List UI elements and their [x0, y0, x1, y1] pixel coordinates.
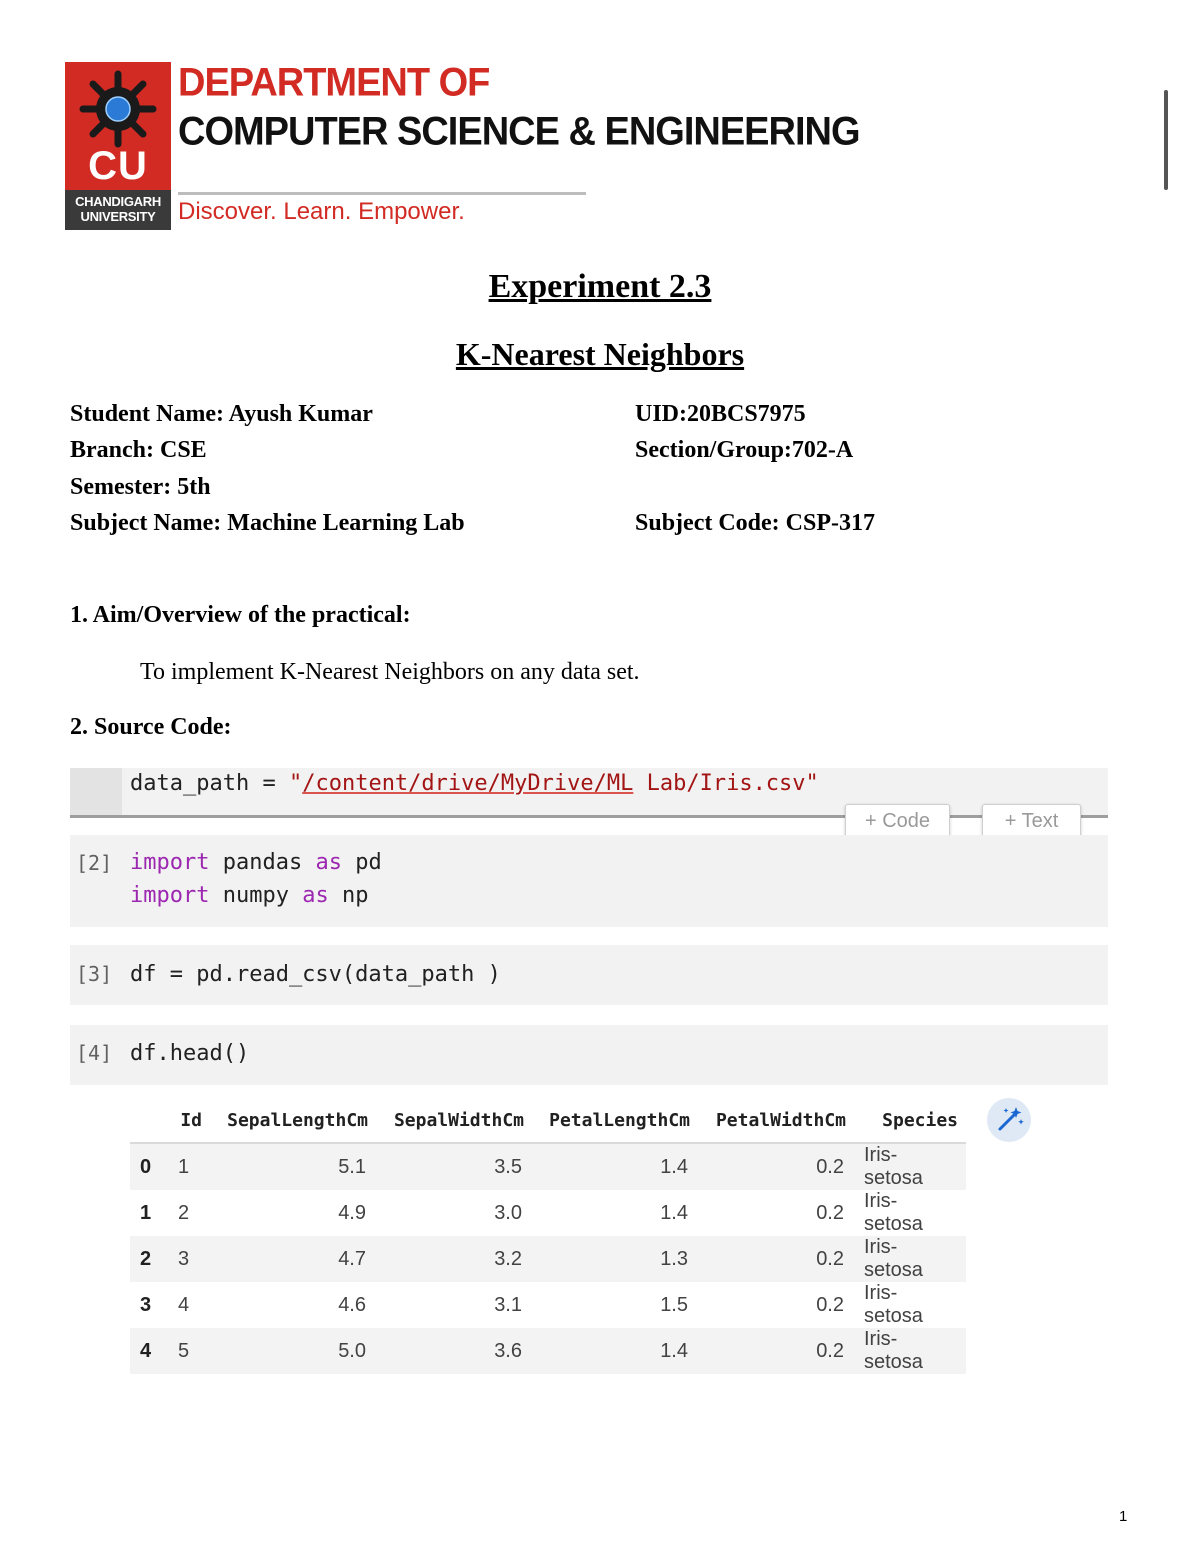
cell-3-exec-count: [3]	[76, 962, 113, 986]
cell-2-line-2[interactable]	[130, 883, 368, 908]
aim-text: To implement K-Nearest Neighbors on any data set.	[140, 659, 640, 685]
column-header-sepal-width: SepalWidthCm	[376, 1098, 532, 1143]
cell-id: 3	[168, 1236, 210, 1282]
logo-university-text: CHANDIGARH UNIVERSITY	[75, 194, 161, 224]
code-variable: data_path	[130, 771, 250, 796]
cell-sepal-width: 3.2	[376, 1236, 532, 1282]
page-number: 1	[1119, 1508, 1128, 1525]
student-branch: Branch: CSE	[70, 437, 207, 463]
row-index: 4	[130, 1328, 168, 1374]
cell-run-gutter[interactable]	[70, 768, 122, 816]
cell-sepal-width: 3.5	[376, 1143, 532, 1190]
tagline: Discover. Learn. Empower.	[178, 198, 465, 225]
student-uid: UID:20BCS7975	[635, 401, 806, 427]
row-index: 2	[130, 1236, 168, 1282]
code-alias: np	[328, 883, 369, 908]
code-keyword: import	[130, 883, 210, 908]
aim-heading: 1. Aim/Overview of the practical:	[70, 602, 411, 628]
cell-petal-width: 0.2	[698, 1236, 854, 1282]
code-keyword: as	[302, 883, 329, 908]
table-row	[130, 1190, 966, 1236]
header-divider	[178, 192, 586, 195]
cell-divider	[70, 815, 1108, 818]
cell-sepal-width: 3.1	[494, 1293, 522, 1316]
code-string-quote: "	[288, 771, 303, 796]
code-operator: =	[249, 771, 289, 796]
column-header-id: Id	[168, 1098, 210, 1143]
cell-sepal-length: 4.7	[210, 1236, 376, 1282]
column-header-species: Species	[854, 1098, 966, 1143]
cell-petal-width: 0.2	[816, 1293, 844, 1316]
cell-id: 1	[168, 1143, 210, 1190]
subject-code: Subject Code: CSP-317	[635, 510, 875, 536]
code-alias: pd	[341, 850, 382, 875]
source-code-heading: 2. Source Code:	[70, 714, 232, 740]
cell-species: Iris-setosa	[864, 1190, 923, 1235]
topic-title: K-Nearest Neighbors	[455, 336, 745, 372]
code-cell-2[interactable]	[70, 835, 1108, 927]
column-header-petal-width: PetalWidthCm	[698, 1098, 854, 1143]
cell-4-code[interactable]: df.head()	[130, 1041, 250, 1066]
table-row	[130, 1143, 966, 1190]
dataframe-index-header	[130, 1098, 168, 1143]
cell-2-line-1[interactable]	[130, 850, 382, 875]
cell-sepal-width: 3.0	[494, 1201, 522, 1224]
experiment-title: Experiment 2.3	[488, 268, 712, 305]
logo-university-strip	[65, 190, 171, 230]
column-header-sepal-length: SepalLengthCm	[210, 1098, 376, 1143]
table-row	[130, 1282, 966, 1328]
column-header-petal-length: PetalLengthCm	[532, 1098, 698, 1143]
cell-1-code[interactable]	[130, 771, 819, 796]
cell-sepal-length: 4.9	[338, 1201, 366, 1224]
scrollbar[interactable]	[1164, 90, 1168, 190]
suggest-chart-button[interactable]	[987, 1098, 1031, 1142]
cell-petal-width: 0.2	[698, 1328, 854, 1374]
code-keyword: as	[315, 850, 342, 875]
university-emblem-icon	[77, 68, 159, 150]
code-string-path: /content/drive/MyDrive/ML	[302, 771, 634, 796]
cell-4-exec-count: [4]	[76, 1041, 113, 1065]
cell-id: 4	[178, 1293, 190, 1316]
cell-id: 5	[168, 1328, 210, 1374]
table-row	[130, 1236, 966, 1282]
cell-species: Iris-setosa	[864, 1282, 923, 1327]
cell-petal-width: 0.2	[816, 1201, 844, 1224]
cell-species: Iris-setosa	[854, 1328, 966, 1374]
row-index: 0	[130, 1143, 168, 1190]
code-string-rest: Lab/Iris.csv	[633, 771, 806, 796]
cell-sepal-length: 5.1	[210, 1143, 376, 1190]
logo-cu-text: CU	[88, 144, 148, 188]
code-keyword: import	[130, 850, 210, 875]
row-index: 3	[140, 1293, 152, 1316]
code-module: pandas	[209, 850, 316, 875]
cell-petal-width: 0.2	[698, 1143, 854, 1190]
department-line-1: DEPARTMENT OF	[178, 60, 490, 106]
cell-species: Iris-setosa	[854, 1143, 966, 1190]
student-name: Student Name: Ayush Kumar	[70, 401, 373, 427]
cell-sepal-width: 3.6	[376, 1328, 532, 1374]
code-module: numpy	[209, 883, 303, 908]
dataframe-table	[130, 1098, 966, 1374]
magic-wand-icon	[987, 1098, 1031, 1142]
cell-petal-length: 1.4	[532, 1143, 698, 1190]
department-line-2: COMPUTER SCIENCE & ENGINEERING	[178, 109, 860, 155]
cell-sepal-length: 4.6	[338, 1293, 366, 1316]
subject-name: Subject Name: Machine Learning Lab	[70, 510, 465, 536]
cell-petal-length: 1.4	[660, 1201, 688, 1224]
cell-species: Iris-setosa	[854, 1236, 966, 1282]
code-string-quote-close: "	[805, 771, 819, 796]
cell-petal-length: 1.4	[532, 1328, 698, 1374]
student-semester: Semester: 5th	[70, 474, 211, 500]
row-index: 1	[140, 1201, 152, 1224]
cell-2-exec-count: [2]	[76, 851, 113, 875]
dataframe-header-row	[130, 1098, 966, 1143]
cell-petal-length: 1.5	[660, 1293, 688, 1316]
student-section: Section/Group:702-A	[635, 437, 854, 463]
cell-sepal-length: 5.0	[210, 1328, 376, 1374]
add-text-button[interactable]: + Text	[982, 804, 1081, 838]
add-code-button[interactable]: + Code	[845, 804, 950, 838]
cell-id: 2	[178, 1201, 190, 1224]
cell-petal-length: 1.3	[532, 1236, 698, 1282]
cell-3-code[interactable]: df = pd.read_csv(data_path )	[130, 962, 501, 987]
table-row	[130, 1328, 966, 1374]
